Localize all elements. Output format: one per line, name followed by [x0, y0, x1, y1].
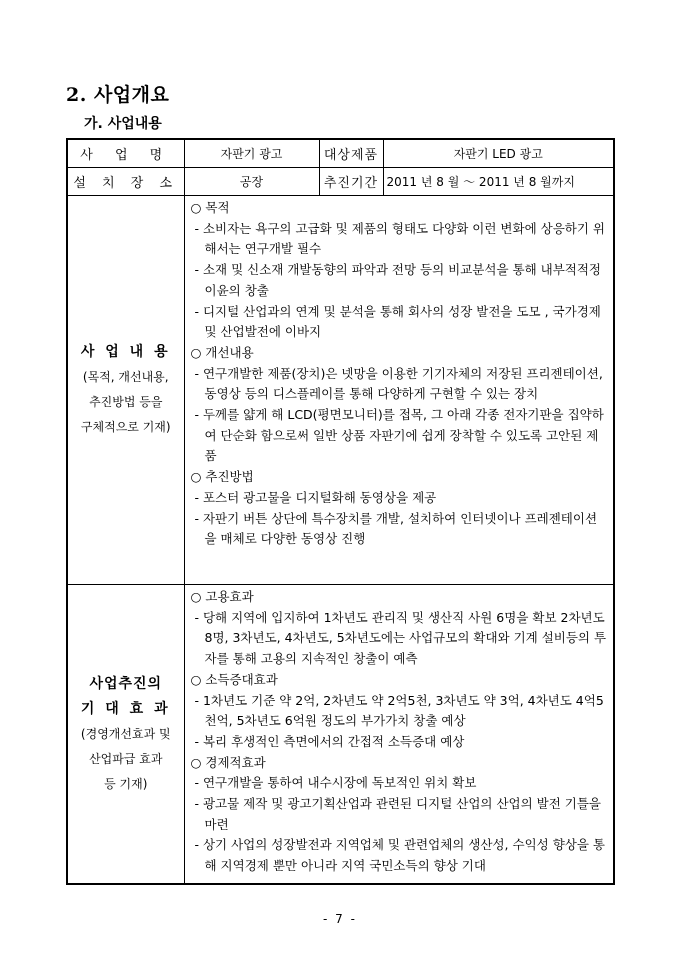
item-economic-2: - 광고물 제작 및 광고기획산업과 관련된 디지털 산업의 산업의 발전 기틀을 마련	[194, 796, 601, 832]
value-install-location: 공장	[184, 168, 319, 196]
item-employment-1: - 당해 지역에 입지하여 1차년도 관리직 및 생산직 사원 6명을 확보 2차년도 8명, 3차년도, 4차년도, 5차년도에는 사업규모의 확대와 기계 설비등의 투자를 통해 고용의 지속적인 창출이 예측	[194, 609, 607, 667]
expected-effect-title-2: 기 대 효 과	[80, 700, 171, 717]
item-method-1: - 포스터 광고물을 디지털화해 동영상을 제공	[194, 489, 437, 505]
page-number: - 7 -	[323, 912, 357, 926]
business-table	[66, 138, 615, 885]
item-income-1: - 1차년도 기준 약 2억, 2차년도 약 2억5천, 3차년도 약 3억, 4차년도 4억5천억, 5차년도 6억원 정도의 부가가치 창출 예상	[194, 692, 604, 729]
item-purpose-3: - 디지털 산업과의 연계 및 분석을 통해 회사의 성장 발전을 도모 , 국가경제 및 산업발전에 이바지	[194, 303, 601, 340]
business-content-note-3: 구체적으로 기재)	[80, 420, 171, 434]
expected-effect-note-3: 등 기재)	[104, 776, 148, 791]
bullet-employment: ○ 고용효과	[190, 589, 254, 604]
item-economic-3: - 상기 사업의 성장발전과 지역업체 및 관련업체의 생산성, 수익성 향상을 통해 지역경제 뿐만 아니라 지역 국민소득의 향상 기대	[194, 837, 605, 874]
item-improvement-2: - 두께를 얇게 해 LCD(평면모니터)를 접목, 그 아래 각종 전자기판을 집약하여 단순화 함으로써 일반 상품 자판기에 쉽게 장착할 수 있도록 고안된 제품	[194, 407, 604, 464]
subsection-title: 가. 사업내용	[84, 116, 162, 132]
item-purpose-1: - 소비자는 욕구의 고급화 및 제품의 형태도 다양화 이런 변화에 상응하기 위해서는 연구개발 필수	[194, 220, 605, 257]
expected-effect-body	[184, 585, 614, 885]
business-content-note-1: (목적, 개선내용,	[82, 370, 169, 384]
label-install-location: 설 치 장 소	[67, 168, 184, 196]
bullet-method: ○ 추진방법	[190, 469, 254, 485]
business-content-body	[184, 196, 614, 585]
expected-effect-title-1: 사업추진의	[89, 675, 163, 692]
value-period: 2011 년 8 월 ～ 2011 년 8 월까지	[383, 168, 614, 196]
label-target-product: 대상제품	[319, 139, 383, 168]
item-method-2: - 자판기 버튼 상단에 특수장치를 개발, 설치하여 인터넷이나 프레젠테이션을 매체로 다양한 동영상 진행	[194, 510, 598, 547]
business-content-note-2: 추진방법 등을	[89, 395, 163, 409]
expected-effect-note-1: (경영개선효과 및	[80, 726, 171, 741]
label-business-name: 사 업 명	[67, 139, 184, 168]
item-income-2: - 복리 후생적인 측면에서의 간접적 소득증대 예상	[194, 733, 465, 749]
expected-effect-note-2: 산업파급 효과	[89, 751, 163, 766]
item-purpose-2: - 소재 및 신소재 개발동향의 파악과 전망 등의 비교분석을 통해 내부적적정이윤의 창출	[194, 262, 601, 298]
value-target-product: 자판기 LED 광고	[383, 139, 614, 168]
label-business-content	[67, 196, 184, 585]
value-business-name: 자판기 광고	[184, 139, 319, 168]
label-period: 추진기간	[319, 168, 383, 196]
table-row-business-name	[67, 139, 614, 168]
table-row-business-content	[67, 196, 614, 585]
bullet-purpose: ○ 목적	[190, 200, 230, 215]
table-row-location	[67, 168, 614, 196]
section-title: 2. 사업개요	[66, 84, 170, 106]
bullet-income: ○ 소득증대효과	[190, 671, 278, 687]
item-improvement-1: - 연구개발한 제품(장치)은 넷망을 이용한 기기자체의 저장된 프리젠테이션, 동영상 등의 디스플레이를 통해 다양하게 구현할 수 있는 장치	[194, 365, 603, 402]
bullet-improvement: ○ 개선내용	[190, 344, 254, 360]
item-economic-1: - 연구개발을 통하여 내수시장에 독보적인 위치 확보	[194, 775, 477, 791]
label-expected-effect	[67, 585, 184, 885]
table-row-expected-effect	[67, 585, 614, 885]
business-content-title: 사 업 내 용	[80, 344, 171, 360]
bullet-economic: ○ 경제적효과	[190, 754, 266, 770]
